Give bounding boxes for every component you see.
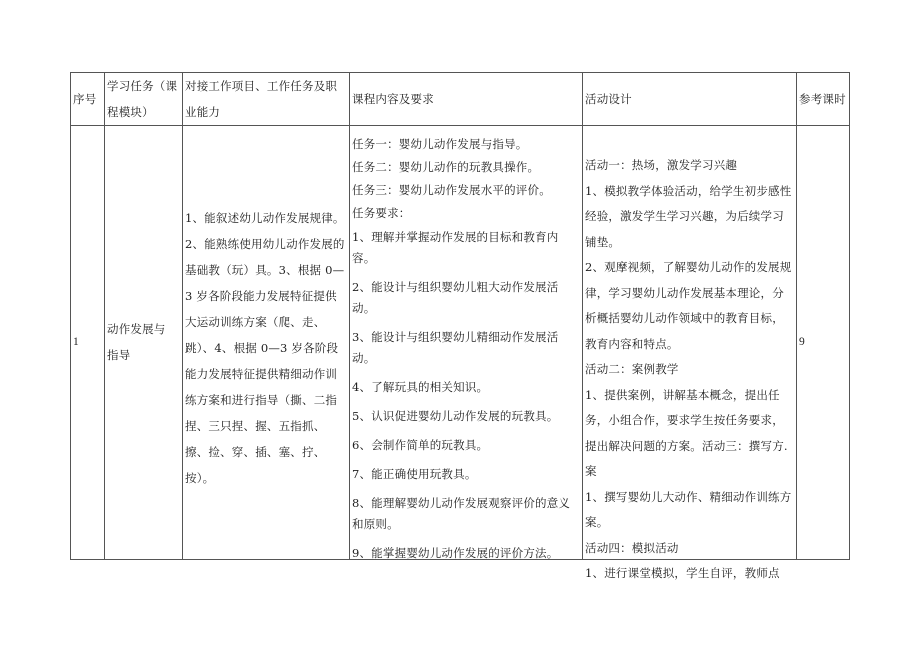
content-line: 任务三：婴幼儿动作发展水平的评价。 (352, 183, 551, 197)
row-number-cell (73, 126, 104, 558)
column-divider (582, 73, 583, 559)
content-line: 5、认识促进婴幼儿动作发展的玩教具。 (352, 409, 559, 423)
activities-cell (585, 153, 795, 587)
competencies-cell (185, 205, 347, 491)
content-line: 1、理解并掌握动作发展的目标和教育内容。 (352, 230, 559, 265)
course-table (70, 72, 850, 580)
content-line: 3、能设计与组织婴幼儿精细动作发展活动。 (352, 330, 559, 365)
content-line: 任务二：婴幼儿动作的玩教具操作。 (352, 160, 540, 174)
header-cell-activities (585, 73, 795, 125)
header-divider (71, 125, 849, 126)
activity-line: 活动四：模拟活动 (585, 540, 679, 555)
column-divider (182, 73, 183, 559)
content-line: 4、了解玩具的相关知识。 (352, 380, 489, 394)
column-divider (104, 73, 105, 559)
content-line: 9、能掌握婴幼儿动作发展的评价方法。 (352, 546, 559, 560)
header-hours-label: 参考课时 (799, 92, 846, 106)
activity-line: 1、提供案例，讲解基本概念，提出任务，小组合作，要求学生按任务要求，提出解决问题的方案。活动三：撰写方. 案 (585, 387, 788, 478)
header-competencies-label: 对接工作项目、工作任务及职业能力 (185, 79, 338, 119)
header-cell-competencies (185, 73, 347, 125)
header-cell-module (107, 73, 181, 125)
column-divider (796, 73, 797, 559)
header-activities-label: 活动设计 (585, 92, 632, 106)
content-cell (352, 134, 580, 564)
content-line: 任务一：婴幼儿动作发展与指导。 (352, 137, 528, 151)
module-name: 动作发展与指导 (107, 322, 166, 362)
module-cell (107, 126, 169, 558)
header-cell-number (73, 73, 104, 125)
content-line: 6、会制作简单的玩教具。 (352, 438, 489, 452)
content-line: 8、能理解婴幼儿动作发展观察评价的意义和原则。 (352, 496, 571, 531)
activity-line: 2、观摩视频，了解婴幼儿动作的发展规律，学习婴幼儿动作发展基本理论，分析概括婴幼儿动作领域中的教育目标，教育内容和特点。 (585, 260, 792, 351)
activity-line: 1、撰写婴幼儿大动作、精细动作训练方案。 (585, 489, 792, 529)
content-line: 2、能设计与组织婴幼儿粗大动作发展活动。 (352, 280, 559, 315)
competencies-text: 1、能叙述幼儿动作发展规律。2、能熟练使用幼儿动作发展的基础教（玩）具。3、根据 0—3 岁各阶段能力发展特征提供大运动训练方案（爬、走、跳）、4、根据 0—3 岁各阶段能力发展特征提供精细动作训练方案和进行指导（撕、二指捏、三只捏、握、五指抓、擦、捡、穿、插、塞、拧、按）。 (185, 211, 345, 485)
content-line: 7、能正确使用玩教具。 (352, 467, 477, 481)
header-number-label: 序号 (73, 92, 97, 106)
hours-value: 9 (799, 336, 805, 348)
content-line: 任务要求： (352, 206, 411, 220)
activity-line: 活动二：案例教学 (585, 362, 679, 376)
activity-line: 1、进行课堂模拟，学生自评，教师点 (585, 566, 780, 580)
column-divider (349, 73, 350, 559)
activity-line: 活动一：热场，激发学习兴趣 (585, 158, 738, 172)
header-cell-hours (799, 73, 849, 125)
row-number: 1 (73, 336, 79, 348)
header-content-label: 课程内容及要求 (352, 92, 434, 106)
header-module-label: 学习任务（课程模块） (107, 79, 178, 119)
activity-line: 1、模拟教学体验活动，给学生初步感性经验，激发学生学习兴趣，为后续学习铺垫。 (585, 183, 792, 249)
header-cell-content (352, 73, 580, 125)
hours-cell (799, 126, 849, 558)
